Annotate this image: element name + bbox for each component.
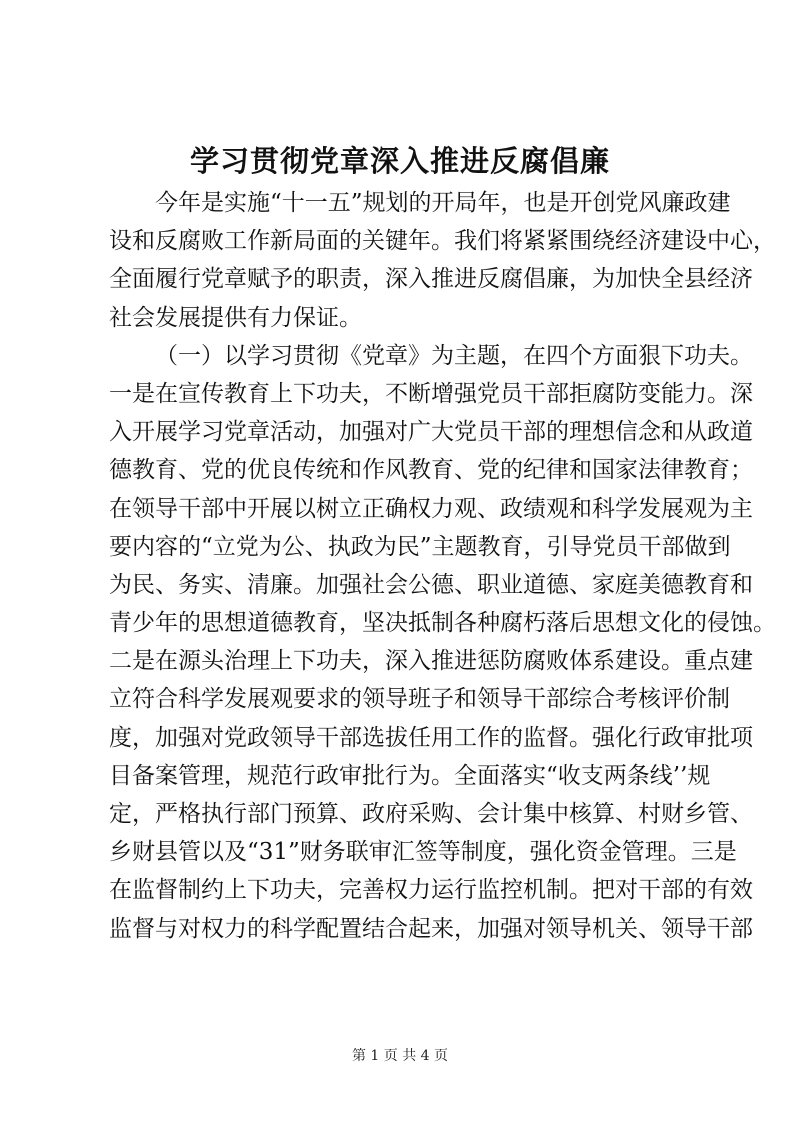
document-body bbox=[109, 184, 776, 948]
body-line: 乡财县管以及“31”财务联审汇签等制度，强化资金管理。三是 bbox=[109, 839, 737, 866]
body-line: 德教育、党的优良传统和作风教育、党的纪律和国家法律教育； bbox=[109, 457, 753, 484]
body-line: 全面履行党章赋予的职责，深入推进反腐倡廉，为加快全县经济 bbox=[109, 266, 753, 293]
body-line: 二是在源头治理上下功夫，深入推进惩防腐败体系建设。重点建 bbox=[109, 648, 753, 675]
body-line: 入开展学习党章活动，加强对广大党员干部的理想信念和从政道 bbox=[109, 419, 753, 446]
body-line: 在领导干部中开展以树立正确权力观、政绩观和科学发展观为主 bbox=[109, 495, 753, 522]
body-line: （一）以学习贯彻《党章》为主题，在四个方面狠下功夫。 bbox=[155, 342, 753, 369]
body-line: 社会发展提供有力保证。 bbox=[109, 304, 362, 331]
body-line: 目备案管理，规范行政审批行为。全面落实“收支两条线’’规 bbox=[109, 762, 711, 789]
document-title: 学习贯彻党章深入推进反腐倡廉 bbox=[189, 144, 610, 178]
body-line: 度，加强对党政领导干部选拔任用工作的监督。强化行政审批项 bbox=[109, 724, 753, 751]
body-line: 在监督制约上下功夫，完善权力运行监控机制。把对干部的有效 bbox=[109, 877, 753, 904]
body-line: 定，严格执行部门预算、政府采购、会计集中核算、村财乡管、 bbox=[109, 801, 753, 827]
body-line: 一是在宣传教育上下功夫，不断增强党员干部拒腐防变能力。深 bbox=[109, 380, 753, 407]
body-line: 青少年的思想道德教育，坚决抵制各种腐朽落后思想文化的侵蚀。 bbox=[109, 610, 776, 637]
body-line: 立符合科学发展观要求的领导班子和领导干部综合考核评价制 bbox=[109, 686, 730, 713]
body-line: 设和反腐败工作新局面的关键年。我们将紧紧围绕经济建设中心， bbox=[109, 228, 776, 255]
body-line: 今年是实施“十一五”规划的开局年，也是开创党风廉政建 bbox=[155, 190, 731, 216]
page-footer: 第 1 页 共 4 页 bbox=[351, 1048, 449, 1064]
body-line: 要内容的“立党为公、执政为民”主题教育，引导党员干部做到 bbox=[109, 533, 731, 560]
body-line: 监督与对权力的科学配置结合起来，加强对领导机关、领导干部 bbox=[109, 915, 753, 942]
body-line: 为民、务实、清廉。加强社会公德、职业道德、家庭美德教育和 bbox=[109, 571, 753, 598]
